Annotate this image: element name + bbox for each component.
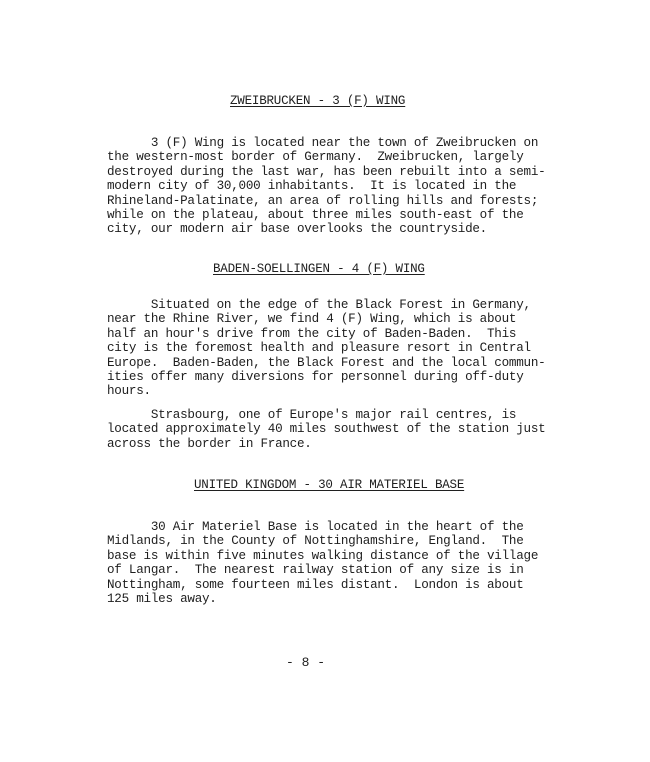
paragraph-united-kingdom (107, 520, 539, 607)
paragraph-line: across the border in France. (107, 436, 312, 451)
paragraph-line: base is within five minutes walking distance of the village (107, 548, 539, 563)
paragraph-line: Europe. Baden-Baden, the Black Forest and the local commun- (107, 355, 546, 370)
paragraph-line: half an hour's drive from the city of Baden-Baden. This (107, 326, 517, 341)
paragraph-line: ities offer many diversions for personnel during off-duty (107, 370, 524, 385)
paragraph-baden-soellingen (107, 298, 546, 399)
paragraph-line: 3 (F) Wing is located near the town of Zweibrucken on (107, 136, 539, 150)
section-heading-baden-soellingen: BADEN-SOELLINGEN - 4 (F) WING (213, 262, 425, 276)
section-heading-zweibrucken: ZWEIBRUCKEN - 3 (F) WING (230, 94, 406, 108)
paragraph-line: hours. (107, 384, 151, 399)
section-heading-united-kingdom: UNITED KINGDOM - 30 AIR MATERIEL BASE (194, 478, 465, 492)
paragraph-line: the western-most border of Germany. Zweibrucken, largely (107, 150, 524, 165)
page-number: - 8 - (286, 655, 326, 670)
paragraph-line: Nottingham, some fourteen miles distant. London is about (107, 577, 524, 592)
paragraph-line: city, our modern air base overlooks the countryside. (107, 222, 487, 237)
paragraph-line: Midlands, in the County of Nottinghamshire, England. The (107, 534, 524, 549)
paragraph-line: destroyed during the last war, has been rebuilt into a semi- (107, 164, 546, 179)
paragraph-line: of Langar. The nearest railway station of any size is in (107, 563, 524, 578)
paragraph-line: near the Rhine River, we find 4 (F) Wing, which is about (107, 312, 517, 327)
paragraph-zweibrucken (107, 136, 546, 237)
paragraph-line: modern city of 30,000 inhabitants. It is located in the (107, 179, 517, 194)
paragraph-line: 30 Air Materiel Base is located in the heart of the (107, 520, 524, 534)
paragraph-line: Rhineland-Palatinate, an area of rolling hills and forests; (107, 193, 539, 208)
paragraph-line: 125 miles away. (107, 592, 217, 607)
paragraph-line: located approximately 40 miles southwest of the station just (107, 422, 546, 437)
paragraph-line: Strasbourg, one of Europe's major rail centres, is (107, 408, 517, 422)
paragraph-strasbourg (107, 408, 546, 451)
paragraph-line: Situated on the edge of the Black Forest in Germany, (107, 298, 531, 312)
paragraph-line: while on the plateau, about three miles south-east of the (107, 208, 524, 223)
paragraph-line: city is the foremost health and pleasure resort in Central (107, 341, 531, 356)
